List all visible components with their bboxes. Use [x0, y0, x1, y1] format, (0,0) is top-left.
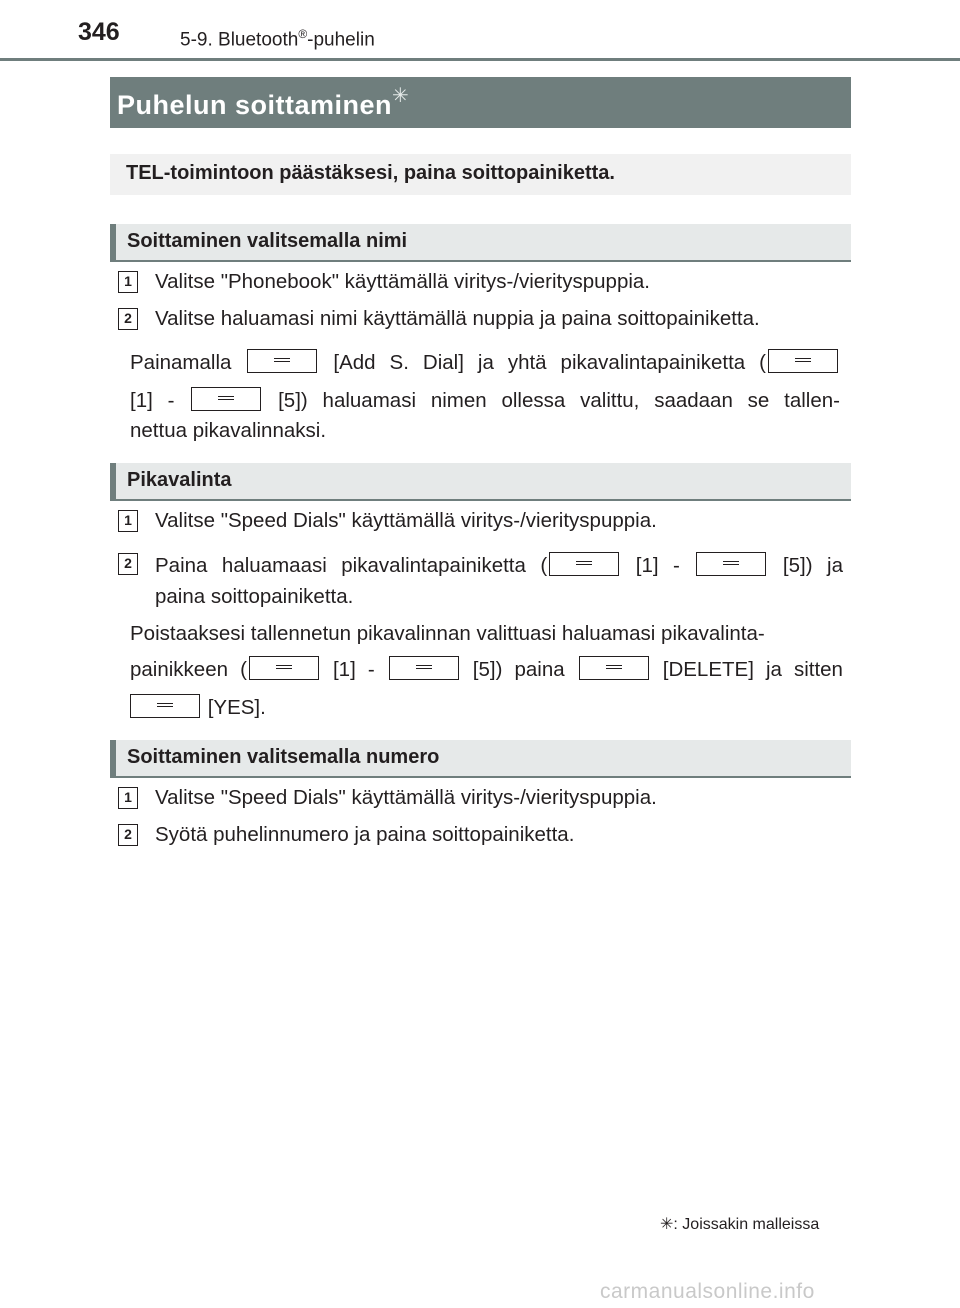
step-text: [1] - [635, 554, 680, 577]
note-text: [Add S. Dial] ja yhtä pikavalintapainiketta ( [333, 351, 766, 374]
step-text: Valitse "Phonebook" käyttämällä viritys-/vierityspuppia. [155, 270, 651, 293]
section-rule [110, 776, 851, 778]
section-rule [110, 260, 851, 262]
header-rule [0, 58, 960, 61]
intro-text: TEL-toimintoon päästäksesi, paina soittopainiketta. [126, 162, 615, 184]
section-heading-text: Pikavalinta [127, 469, 232, 491]
intro-box [110, 154, 851, 195]
step-number: 1 [118, 271, 138, 293]
button-key-icon [579, 656, 649, 680]
step-text: [5]) ja [782, 554, 843, 577]
note-text: [YES]. [207, 696, 266, 719]
note-text: [1] - [130, 389, 175, 412]
chapter-title-suffix: -puhelin [307, 29, 375, 51]
step-text: Syötä puhelinnumero ja paina soittopainiketta. [155, 823, 575, 846]
step-number: 1 [118, 510, 138, 532]
button-key-icon [696, 552, 766, 576]
section-heading-text: Soittaminen valitsemalla numero [127, 746, 440, 768]
note-text: nettua pikavalinnaksi. [130, 419, 327, 442]
section-rule [110, 499, 851, 501]
note-text: [DELETE] ja sitten [662, 658, 843, 681]
note-text: Poistaaksesi tallennetun pikavalinnan valittuasi haluamasi pikavalinta- [130, 622, 765, 645]
button-key-icon [389, 656, 459, 680]
section-heading-name [110, 224, 851, 260]
note-text: [1] - [332, 658, 375, 681]
step-text: Paina haluamaasi pikavalintapainiketta ( [155, 554, 548, 577]
page-number: 346 [78, 18, 120, 46]
asterisk-icon: ✳ [392, 85, 410, 107]
note-text: Painamalla [130, 351, 232, 374]
step-text: Valitse "Speed Dials" käyttämällä viritys-/vierityspuppia. [155, 509, 657, 532]
main-title-text: Puhelun soittaminen [117, 90, 393, 120]
button-key-icon [249, 656, 319, 680]
button-key-icon [247, 349, 317, 373]
step-number: 2 [118, 553, 138, 575]
footnote [660, 1214, 819, 1234]
main-title-bar [110, 77, 851, 128]
step-line [155, 552, 843, 578]
note-line [130, 656, 843, 682]
note-line [130, 387, 840, 413]
section-heading-speed [110, 463, 851, 499]
registered-mark: ® [298, 27, 308, 41]
button-key-icon [191, 387, 261, 411]
step-number: 2 [118, 824, 138, 846]
main-title [117, 83, 409, 121]
footnote-text: : Joissakin malleissa [673, 1216, 820, 1233]
watermark: carmanualsonline.info [600, 1280, 815, 1303]
button-key-icon [130, 694, 200, 718]
step-number: 2 [118, 308, 138, 330]
step-text: paina soittopainiketta. [155, 585, 354, 608]
asterisk-icon: ✳ [660, 1216, 674, 1233]
chapter-title [180, 27, 375, 51]
note-line [130, 349, 840, 375]
step-number: 1 [118, 787, 138, 809]
note-text: painikkeen ( [130, 658, 247, 681]
step-text: Valitse "Speed Dials" käyttämällä viritys-/vierityspuppia. [155, 786, 657, 809]
button-key-icon [549, 552, 619, 576]
section-heading-text: Soittaminen valitsemalla nimi [127, 230, 408, 252]
step-text: Valitse haluamasi nimi käyttämällä nuppia ja paina soittopainiketta. [155, 307, 760, 330]
button-key-icon [768, 349, 838, 373]
note-text: [5]) paina [472, 658, 565, 681]
chapter-title-prefix: 5-9. Bluetooth [180, 29, 299, 51]
section-heading-number [110, 740, 851, 776]
note-text: [5]) haluamasi nimen ollessa valittu, saadaan se tallen- [278, 389, 840, 412]
note-line [130, 694, 266, 720]
